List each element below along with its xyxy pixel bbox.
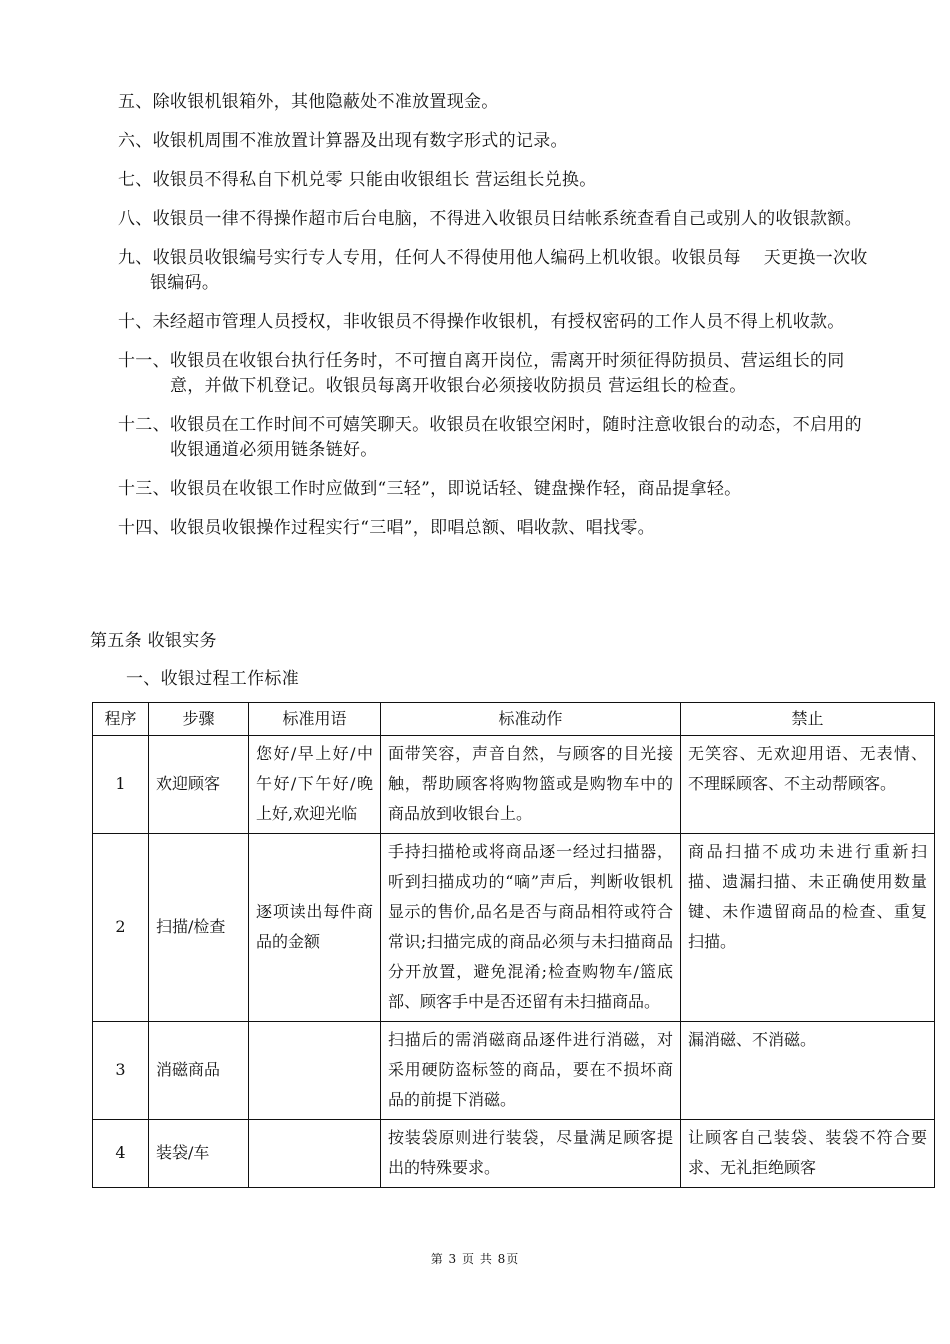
- cell-seq: 3: [93, 1022, 149, 1120]
- cell-action: 面带笑容，声音自然，与顾客的目光接触，帮助顾客将购物篮或是购物车中的商品放到收银台上。: [381, 736, 681, 834]
- rule-item: [118, 207, 878, 232]
- cell-phrase: [249, 1022, 381, 1120]
- rule-item: [118, 310, 878, 335]
- cell-action: 按装袋原则进行装袋，尽量满足顾客提出的特殊要求。: [381, 1120, 681, 1188]
- cell-step: 消磁商品: [149, 1022, 249, 1120]
- rule-text: 收银机周围不准放置计算器及出现有数字形式的记录。: [152, 131, 568, 151]
- rule-item: [118, 90, 878, 115]
- rule-text: 收银员一律不得操作超市后台电脑，不得进入收银员日结帐系统查看自己或别人的收银款额。: [152, 209, 862, 229]
- cell-forbid: 漏消磁、不消磁。: [681, 1022, 935, 1120]
- rule-text: 除收银机银箱外，其他隐蔽处不准放置现金。: [152, 92, 499, 112]
- table-row: [93, 1022, 935, 1120]
- table-row: [93, 1120, 935, 1188]
- procedure-table: [92, 702, 935, 1188]
- rule-item: [118, 246, 878, 296]
- cell-forbid: 无笑容、无欢迎用语、无表情、不理睬顾客、不主动帮顾客。: [681, 736, 935, 834]
- page-footer: 第 3 页 共 8页: [430, 1252, 520, 1266]
- header-step: 步骤: [149, 703, 249, 736]
- rule-number: 九、: [118, 248, 153, 268]
- cell-forbid: 商品扫描不成功未进行重新扫描、遗漏扫描、未正确使用数量键、未作遗留商品的检查、重复扫描。: [681, 834, 935, 1022]
- table-header-row: [93, 703, 935, 736]
- header-action: 标准动作: [381, 703, 681, 736]
- rule-number: 十二、: [118, 415, 170, 435]
- rule-item: [118, 516, 878, 541]
- header-phrase: 标准用语: [249, 703, 381, 736]
- article-title: 第五条 收银实务: [90, 631, 217, 651]
- cell-phrase: 逐项读出每件商品的金额: [249, 834, 381, 1022]
- table-row: [93, 834, 935, 1022]
- cell-step: 扫描/检查: [149, 834, 249, 1022]
- cell-phrase: 您好/早上好/中午好/下午好/晚上好,欢迎光临: [249, 736, 381, 834]
- cell-phrase: [249, 1120, 381, 1188]
- rule-text: 收银员在收银工作时应做到“三轻”，即说话轻、键盘操作轻，商品提拿轻。: [169, 479, 742, 499]
- rule-number: 八、: [118, 209, 153, 229]
- rule-number: 六、: [118, 131, 153, 151]
- rule-text: 收银员收银编号实行专人专用，任何人不得使用他人编码上机收银。收银员每 天更换一次收银编码。: [150, 248, 868, 293]
- cell-step: 装袋/车: [149, 1120, 249, 1188]
- rule-item: [118, 168, 878, 193]
- cell-step: 欢迎顾客: [149, 736, 249, 834]
- rules-list: [118, 90, 878, 555]
- rule-item: [118, 413, 878, 463]
- rule-text: 未经超市管理人员授权，非收银员不得操作收银机，有授权密码的工作人员不得上机收款。: [152, 312, 845, 332]
- rule-item: [118, 477, 878, 502]
- rule-item: [118, 349, 878, 399]
- header-seq: 程序: [93, 703, 149, 736]
- rule-text: 收银员在收银台执行任务时，不可擅自离开岗位，需离开时须征得防损员、营运组长的同意，并做下机登记。收银员每离开收银台必须接收防损员 营运组长的检查。: [169, 351, 845, 396]
- cell-action: 手持扫描枪或将商品逐一经过扫描器，听到扫描成功的“嘀”声后，判断收银机显示的售价,品名是否与商品相符或符合常识;扫描完成的商品必须与未扫描商品分开放置，避免混淆;检查购物车/篮底部、顾客手中是否还留有未扫描商品。: [381, 834, 681, 1022]
- cell-seq: 2: [93, 834, 149, 1022]
- rule-text: 收银员收银操作过程实行“三唱”，即唱总额、唱收款、唱找零。: [169, 518, 655, 538]
- cell-seq: 4: [93, 1120, 149, 1188]
- rule-number: 五、: [118, 92, 153, 112]
- cell-forbid: 让顾客自己装袋、装袋不符合要求、无礼拒绝顾客: [681, 1120, 935, 1188]
- rule-number: 十一、: [118, 351, 170, 371]
- rule-text: 收银员在工作时间不可嬉笑聊天。收银员在收银空闲时，随时注意收银台的动态，不启用的收银通道必须用链条链好。: [169, 415, 862, 460]
- subsection-title: 一、收银过程工作标准: [126, 669, 299, 689]
- rule-text: 收银员不得私自下机兑零 只能由收银组长 营运组长兑换。: [152, 170, 597, 190]
- rule-number: 十、: [118, 312, 153, 332]
- rule-number: 十三、: [118, 479, 170, 499]
- cell-action: 扫描后的需消磁商品逐件进行消磁，对采用硬防盗标签的商品，要在不损坏商品的前提下消磁。: [381, 1022, 681, 1120]
- rule-item: [118, 129, 878, 154]
- header-forbid: 禁止: [681, 703, 935, 736]
- rule-number: 十四、: [118, 518, 170, 538]
- cell-seq: 1: [93, 736, 149, 834]
- table-row: [93, 736, 935, 834]
- rule-number: 七、: [118, 170, 153, 190]
